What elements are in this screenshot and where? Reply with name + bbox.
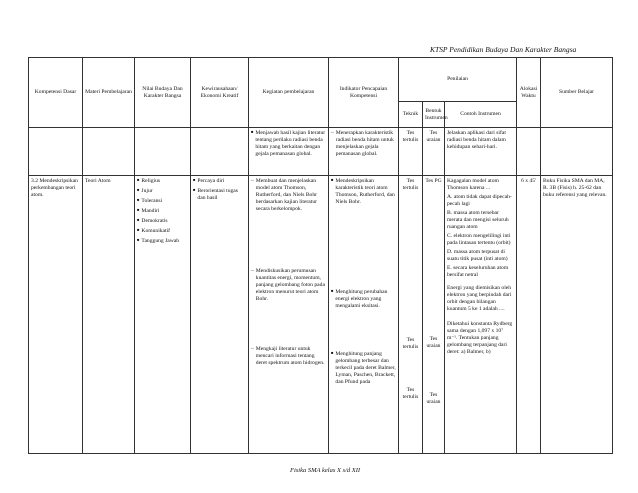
header-kompetensi-dasar: Kompetensi Dasar: [29, 58, 83, 128]
header-bentuk: Bentuk Instrumen: [423, 102, 445, 128]
nilai-cell: ■ Religius ■ Jujur ■ Toleransi ■ Mandiri ■ Demokratis ■ Komunikatif ■ Tanggung Jawab: [135, 176, 191, 454]
option-c: C. elektron mengelilingi inti pada lintasan tertentu (orbit): [447, 232, 511, 246]
option-e: E. secara keseluruhan atom bersifat netral: [447, 264, 509, 278]
option-d: D. massa atom terpusat di suatu titik pusat (inti atom): [447, 248, 508, 262]
option-a: A. atom tidak dapat dipecah-pecah lagi: [447, 193, 512, 207]
table-row: [29, 176, 613, 454]
header-materi: Materi Pembelajaran: [83, 58, 135, 128]
header-alokasi: Alokasi Waktu: [517, 58, 541, 128]
kd-cell: 3.2 Mendeskripsikan perkembangan teori atom.: [29, 176, 83, 454]
header-contoh: Contoh Instrumen: [445, 102, 517, 128]
header-kewirausahaan: Kewirausahaan/ Ekonomi Kreatif: [191, 58, 249, 128]
bullet-icon: [137, 218, 139, 225]
bullet-icon: [137, 188, 139, 195]
bullet-icon: [137, 238, 139, 245]
bullet-icon: [137, 228, 139, 235]
bullet-icon: [251, 130, 253, 158]
header-indikator: Indikator Pencapaian Kompetensi: [329, 58, 399, 128]
bullet-icon: [137, 208, 139, 215]
bullet-icon: [137, 178, 139, 185]
teknik-cell: Tes tertulis Tes tertulis Tes tertulis: [399, 176, 423, 454]
indikator-cell: ■ Mendeskripsikan karakteristik teori atom Thomson, Rutherford, dan Niels Bohr. ■ Menghitung perubahan energi elektron yang mengalami eksitasi. ■ Menghitung panjang gelombang terbesar dan terkecil pada deret Balmer, Lyman, Paschen, Brackett, dan Pfund pada: [329, 176, 399, 454]
header-penilaian: Penilaian: [399, 58, 517, 102]
bullet-icon: [331, 351, 333, 386]
contoh-cell: Jelaskan aplikasi dari sifat radiasi benda hitam dalam kehidupan sehari-hari.: [445, 128, 517, 176]
kewirausahaan-cell: ■ Percaya diri ■ Berorientasi tugas dan hasil: [191, 176, 249, 454]
bullet-icon: [193, 188, 195, 202]
sumber-cell: Buku Fisika SMA dan MA, R. 3B (Fisis) h. 25-62 dan buku referensi yang relevan.: [541, 176, 613, 454]
kegiatan-cell: – Membuat dan menjelaskan model atom Thomson, Rutherford, dan Niels Bohr berdasarkan kajian literatur secara berkelompok. – Mendiskusikan perumusan kuantitas energi, momentum, panjang gelombang foton pada elektron menurut teori atom Bohr. – Mengkaji literatur untuk mencari informasi tentang deret spektrum atom hidrogen.: [249, 176, 329, 454]
header-kegiatan: Kegiatan pembelajaran: [249, 58, 329, 128]
bullet-icon: [331, 178, 333, 206]
materi-cell: Teori Atom: [83, 176, 135, 454]
bentuk-cell: Tes uraian: [423, 128, 445, 176]
option-b: B. massa atom tersebar merata dan mengisi seluruh ruangan atom: [447, 209, 509, 230]
header-teknik: Teknik: [399, 102, 423, 128]
kegiatan-cell: ■ Menjawab hasil kajian literatur tentang perilaku radiasi benda hitam yang berkaitan dengan gejala pemanasan global.: [249, 128, 329, 176]
contoh-cell: Kagagalan model atom Thomson karena ... A. atom tidak dapat dipecah-pecah lagi B. massa atom tersebar merata dan mengisi seluruh ruangan atom C. elektron mengelilingi inti pada lintasan tertentu (orbit) D. massa atom terpusat di suatu titik pusat (inti atom) E. secara keseluruhan atom bersifat netral Energi yang diemisikan oleh elektron yang berpindah dari orbit dengan bilangan kuantum 5 ke 1 adalah .... Diketahui konstanta Rydberg sama dengan 1,097 x 10⁷ m⁻¹. Tentukan panjang gelombang terpanjang dari deret: a) Balmer, b): [445, 176, 517, 454]
indikator-cell: – Menerapkan karakteristik radiasi benda hitam untuk menjelaskan gejala pemanasan global.: [329, 128, 399, 176]
table-header-row: [29, 58, 613, 102]
bullet-icon: [137, 198, 139, 205]
page-footer: Fisika SMA kelas X s/d XII: [290, 467, 361, 474]
header-sumber: Sumber Belajar: [541, 58, 613, 128]
bullet-icon: [193, 178, 195, 185]
document-title: KTSP Pendidikan Budaya Dan Karakter Bangsa: [430, 45, 577, 54]
teknik-cell: Tes tertulis: [399, 128, 423, 176]
table-row: [29, 128, 613, 176]
alokasi-cell: 6 x 45': [517, 176, 541, 454]
bentuk-cell: Tes PG Tes uraian Tes uraian: [423, 176, 445, 454]
header-nilai: Nilai Budaya Dan Karakter Bangsa: [135, 58, 191, 128]
syllabus-table: [28, 57, 613, 454]
bullet-icon: [331, 289, 333, 310]
